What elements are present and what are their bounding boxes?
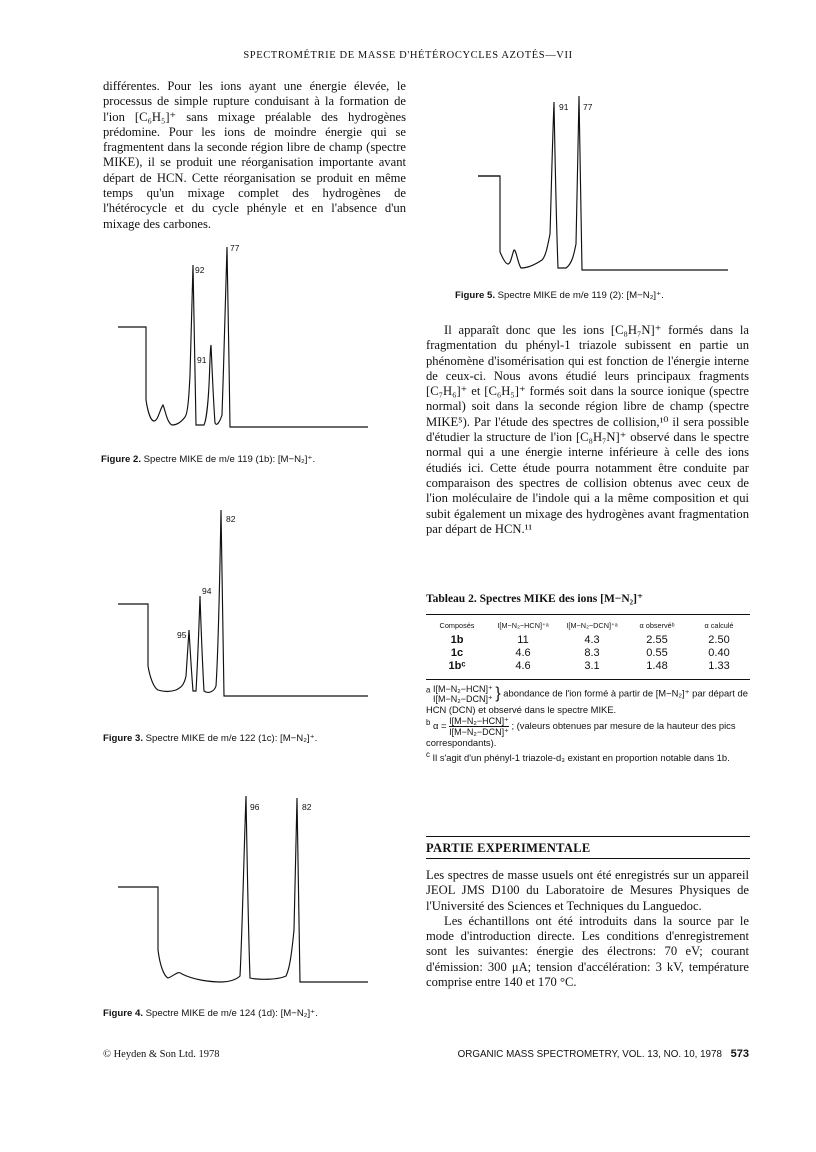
figure-5-peak-label-77: 77	[583, 102, 593, 112]
footnote-c-text: Il s'agit d'un phényl-1 triazole-d₃ existant en proportion notable dans 1b.	[432, 752, 730, 764]
table-header-cell: I[M−N₂−DCN]⁺ᵃ	[566, 621, 618, 630]
paragraph-continuation: différentes. Pour les ions ayant une énergie élevée, le processus de simple rupture conduisant à la formation de l'ion [C₆H₅]⁺ sans mixage préalable des hydrogènes prédomine. Pour les ions de moindre énergie qui se fragmentent dans la seconde région libre de champ (spectre MIKE), il se produit une réorganisation importante avant départ de HCN. Cette réorganisation se produit en même temps qu'un mixage complet des hydrogènes de l'hétérocycle et du cycle phényle et en l'absence d'un mixage des carbones.	[103, 79, 406, 231]
table-cell: 1.48	[646, 660, 668, 672]
table-top-rule	[426, 614, 750, 615]
figure-2-trace	[118, 247, 368, 427]
figure-3-peak-label-82: 82	[226, 514, 236, 524]
page-number: 573	[730, 1048, 749, 1060]
footnote-a-denominator: I[M−N₂−DCN]⁺	[432, 694, 493, 704]
figure-5-peak-label-91: 91	[559, 102, 569, 112]
table-header-row	[426, 621, 750, 634]
right-column-text	[426, 323, 749, 537]
figure-4-caption	[103, 1008, 318, 1019]
figure-5-trace	[478, 96, 728, 270]
figure-2-label: Figure 2.	[101, 454, 141, 465]
footnote-b-denominator: I[M−N₂−DCN]⁺	[449, 727, 509, 738]
table-cell: 1.33	[708, 660, 730, 672]
footnote-b-alpha: α =	[432, 720, 447, 732]
footnote-b-text: ; (valeurs obtenues par mesure de la hauteur des pics correspondants).	[426, 720, 736, 749]
table-row	[426, 634, 750, 647]
figure-5-caption-text: Spectre MIKE de m/e 119 (2): [M−N₂]⁺.	[497, 290, 664, 301]
figure-5-label: Figure 5.	[455, 290, 495, 301]
footnote-a: $^a$ I[M−N₂−HCN]⁺ I[M−N₂−DCN]⁺ } abondance de l'ion formé à partir de [M−N₂]⁺ par départ de HCN (DCN) et observé dans le spectre MIKE.	[426, 684, 748, 715]
table-cell: 4.3	[584, 634, 600, 646]
table-cell: 0.40	[708, 647, 730, 659]
table-cell: 1b	[450, 634, 464, 646]
table-header-cell: Composés	[439, 621, 475, 630]
table-cell: 4.6	[515, 647, 531, 659]
table-cell: 2.50	[708, 634, 730, 646]
figure-3-caption-text: Spectre MIKE de m/e 122 (1c): [M−N₂]⁺.	[145, 733, 318, 744]
left-column-text	[103, 79, 406, 232]
footnote-a-text: abondance de l'ion formé à partir de [M−N₂]⁺ par départ de HCN (DCN) et observé dans le spectre MIKE.	[426, 687, 748, 715]
table-header-cell: I[M−N₂−HCN]⁺ᵃ	[497, 621, 549, 630]
mike-table	[426, 621, 750, 673]
table-cell: 2.55	[646, 634, 668, 646]
table-header-cell: α observéᵇ	[639, 621, 675, 630]
table-header-cell: α calculé	[704, 621, 734, 630]
footnote-c: $^c$ Il s'agit d'un phényl-1 triazole-d₃ existant en proportion notable dans 1b.	[426, 750, 730, 764]
table-cell: 0.55	[646, 647, 668, 659]
figure-5-caption	[455, 290, 664, 301]
figure-2-peak-label-77: 77	[230, 243, 240, 253]
table-cell: 4.6	[515, 660, 531, 672]
paragraph-discussion: Il apparaît donc que les ions [C₈H₇N]⁺ formés dans la fragmentation du phényl-1 triazole subissent en partie un phénomène d'isomérisation qui est fonction de l'énergie interne de ceux-ci. Nous avons étudié leurs principaux fragments [C₇H₆]⁺ et [C₆H₅]⁺ formés soit dans la source ionique (spectre normal) soit dans la seconde région libre de champ (spectre MIKE⁵). Par l'étude des spectres de collision,¹⁰ il sera possible d'étudier la structure de l'ion [C₈H₇N]⁺ observé dans le spectre normal qui a une énergie interne inférieure à celle des ions étudiés ici. Cette étude pourra notamment être conduite par comparaison des spectres de collision obtenus avec ceux de l'ion moléculaire de l'indole qui a la même composition et qui subit également un mixage des hydrogènes avant fragmentation par départ de HCN.¹¹	[426, 323, 749, 536]
section-title: PARTIE EXPERIMENTALE	[426, 841, 591, 855]
figure-4-peak-label-96: 96	[250, 802, 260, 812]
figure-2-peak-label-91: 91	[197, 355, 207, 365]
experimental-paragraph-2: Les échantillons ont été introduits dans la source par le mode d'introduction directe. Les conditions d'enregistrement sont les suivantes: énergie des électrons: 70 eV; courant d'émission: 300 μA; tension d'accélération: 3 kV, température comprise entre 140 et 170 °C.	[426, 913, 749, 990]
table-row	[426, 647, 750, 660]
figure-4-caption-text: Spectre MIKE de m/e 124 (1d): [M−N₂]⁺.	[145, 1008, 318, 1019]
figure-4-spectrum	[118, 790, 368, 990]
table-cell: 3.1	[584, 660, 600, 672]
figure-3-caption	[103, 733, 317, 744]
section-top-rule	[426, 836, 750, 837]
table-footnotes	[426, 684, 750, 764]
figure-2-peak-label-92: 92	[195, 265, 205, 275]
table-cell: 1bᶜ	[448, 660, 466, 672]
footnote-b: $^b$ α = I[M−N₂−HCN]⁺ I[M−N₂−DCN]⁺ ; (valeurs obtenues par mesure de la hauteur des pics correspondants).	[426, 716, 736, 749]
running-head: SPECTROMÉTRIE DE MASSE D'HÉTÉROCYCLES AZOTÉS—VII	[243, 50, 573, 61]
table-row	[426, 660, 750, 673]
table-bottom-rule	[426, 679, 750, 680]
figure-3-peak-label-94: 94	[202, 586, 212, 596]
figure-2-spectrum	[118, 245, 368, 435]
figure-2-caption-text: Spectre MIKE de m/e 119 (1b): [M−N₂]⁺.	[143, 454, 316, 465]
figure-5-spectrum	[478, 94, 728, 274]
figure-4-label: Figure 4.	[103, 1008, 143, 1019]
copyright-notice: © Heyden & Son Ltd. 1978	[103, 1049, 220, 1060]
experimental-text	[426, 868, 749, 990]
journal-footer	[426, 1048, 749, 1060]
figure-3-peak-label-95: 95	[177, 630, 187, 640]
table-cell: 8.3	[584, 647, 600, 659]
table-cell: 11	[517, 634, 529, 646]
figure-3-label: Figure 3.	[103, 733, 143, 744]
figure-2-caption	[101, 454, 315, 465]
journal-citation: ORGANIC MASS SPECTROMETRY, VOL. 13, NO. 10, 1978	[457, 1049, 722, 1060]
figure-4-peak-label-82: 82	[302, 802, 312, 812]
figure-3-trace	[118, 510, 368, 696]
experimental-paragraph-1: Les spectres de masse usuels ont été enregistrés sur un appareil JEOL JMS D100 du Laboratoire de Mesures Physiques de l'Université des Sciences et Techniques du Languedoc.	[426, 868, 749, 913]
table-cell: 1c	[450, 647, 464, 659]
footnote-b-numerator: I[M−N₂−HCN]⁺	[449, 716, 509, 727]
figure-4-trace	[118, 796, 368, 982]
footnote-a-numerator: I[M−N₂−HCN]⁺	[432, 684, 493, 694]
figure-3-spectrum	[118, 506, 368, 706]
section-bottom-rule	[426, 858, 750, 859]
table-title: Tableau 2. Spectres MIKE des ions [M−N₂]⁺	[426, 593, 644, 605]
